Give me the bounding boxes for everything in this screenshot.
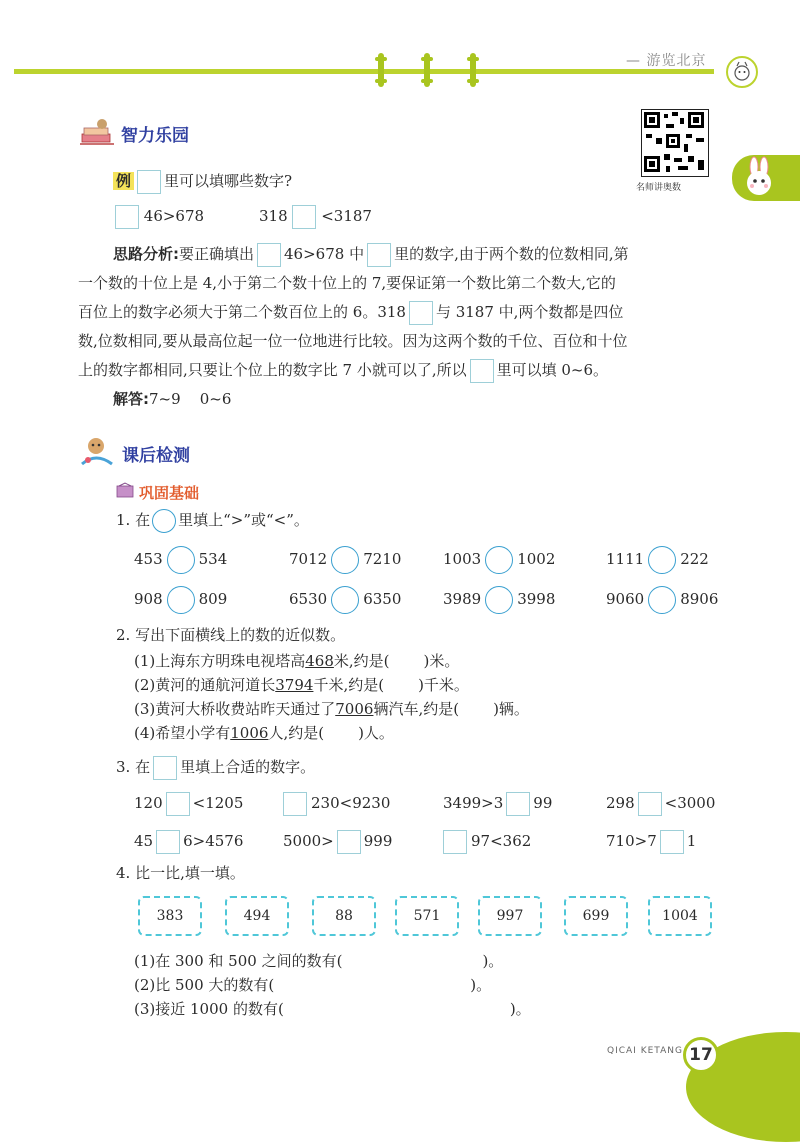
compare-circle[interactable] [331, 546, 359, 574]
digit-box[interactable] [443, 830, 467, 854]
q2-number: 1006 [230, 724, 269, 742]
q2-text: (4)希望小学有 [134, 724, 231, 742]
num-left: 7012 [289, 550, 328, 568]
answer-box[interactable] [292, 205, 316, 229]
q1-item [289, 586, 401, 614]
num-left: 6530 [289, 590, 328, 608]
q3-title-text: 3. 在 [116, 758, 151, 776]
q2-item [134, 698, 529, 719]
analysis-text: 一个数的十位上是 4,小于第二个数十位上的 7,要保证第一个数比第二个数大,它的 [78, 274, 616, 292]
q4-sub-2 [134, 974, 491, 995]
q4-text: (2)比 500 大的数有( [134, 976, 275, 994]
q2-text: 米,约是( [333, 652, 390, 670]
compare-circle[interactable] [331, 586, 359, 614]
qr-label: 名师讲奥数 [636, 183, 682, 193]
analysis-text: 里的数字,由于两个数的位数相同,第 [394, 245, 629, 263]
q2-text: (1)上海东方明珠电视塔高 [134, 652, 306, 670]
analysis-text: 要正确填出 [179, 245, 255, 263]
q4-text: )。 [470, 976, 492, 994]
answer-text: 7~9 0~6 [149, 390, 232, 408]
binder-clip [424, 53, 430, 87]
num-right: 534 [198, 550, 228, 568]
digit-box[interactable] [660, 830, 684, 854]
compare-circle[interactable] [648, 546, 676, 574]
book-icon [115, 482, 135, 504]
q2-text: )辆。 [493, 700, 529, 718]
q2-item [134, 650, 459, 671]
books-icon [78, 116, 116, 152]
compare-circle[interactable] [167, 586, 195, 614]
header-line [14, 69, 714, 74]
sub-title-gonggu: 巩固基础 [139, 484, 200, 502]
q2-item [134, 674, 469, 695]
digit-box[interactable] [638, 792, 662, 816]
q1-item [134, 586, 227, 614]
q3-title-text: 里填上合适的数字。 [180, 758, 316, 776]
q3-text: <3000 [664, 794, 716, 812]
num-left: 1003 [443, 550, 482, 568]
q1-title-text: 1. 在 [116, 511, 151, 529]
number-card: 383 [138, 896, 202, 936]
number-card: 571 [395, 896, 459, 936]
q3-text: 999 [363, 832, 393, 850]
q1-item [443, 546, 555, 574]
digit-box[interactable] [156, 830, 180, 854]
q3-item [606, 830, 696, 854]
q1-title [116, 509, 309, 533]
analysis-text: 数,位数相同,要从最高位起一位一位地进行比较。因为这两个数的千位、百位和十位 [78, 332, 628, 350]
compare-circle[interactable] [485, 586, 513, 614]
num-left: 908 [134, 590, 163, 608]
q2-text: )千米。 [418, 676, 469, 694]
number-card: 997 [478, 896, 542, 936]
q1-item [443, 586, 555, 614]
q1-title-text: 里填上“>”或“<”。 [178, 511, 309, 529]
character-icon [78, 434, 116, 472]
answer-box[interactable] [137, 170, 161, 194]
q3-item [606, 792, 715, 816]
q3-item [283, 792, 390, 816]
q3-text: 298 [606, 794, 635, 812]
answer-box[interactable] [115, 205, 139, 229]
q3-text: 3499>3 [443, 794, 504, 812]
num-right: 8906 [680, 590, 719, 608]
compare-circle[interactable] [648, 586, 676, 614]
q3-text: 97<362 [471, 832, 532, 850]
example-label: 例 [113, 172, 134, 190]
example-question-2 [259, 205, 372, 229]
q1-item [289, 546, 401, 574]
num-right: 3998 [517, 590, 556, 608]
num-right: 6350 [363, 590, 402, 608]
q4-sub-3 [134, 998, 531, 1019]
analysis-paragraph [78, 240, 718, 414]
q4-text: )。 [509, 1000, 531, 1018]
number-card: 1004 [648, 896, 712, 936]
analysis-label: 思路分析: [113, 245, 179, 263]
q2-text: )人。 [358, 724, 394, 742]
q3-item [443, 830, 531, 854]
page-number: 17 [683, 1037, 719, 1073]
q3-item [283, 830, 392, 854]
q2-title: 2. 写出下面横线上的数的近似数。 [116, 626, 346, 644]
q2-text: )米。 [423, 652, 460, 670]
answer-box [409, 301, 433, 325]
answer-box [257, 243, 281, 267]
num-right: 809 [198, 590, 228, 608]
mascot-icon [726, 56, 758, 88]
q1-item [606, 546, 709, 574]
binder-clip [378, 53, 384, 87]
q2-number: 7006 [335, 700, 374, 718]
q4-text: )。 [482, 952, 504, 970]
q4-text: (1)在 300 和 500 之间的数有( [134, 952, 343, 970]
number-card: 699 [564, 896, 628, 936]
question-text: 46>678 [143, 207, 205, 225]
digit-box[interactable] [337, 830, 361, 854]
answer-label: 解答: [113, 390, 149, 408]
example-question-1 [115, 205, 204, 229]
num-right: 222 [680, 550, 709, 568]
num-left: 1111 [606, 550, 645, 568]
q2-text: 人,约是( [268, 724, 325, 742]
analysis-text: 里可以填 0~6。 [496, 361, 609, 379]
analysis-text: 百位上的数字必须大于第二个数百位上的 6。318 [78, 303, 406, 321]
binder-clip [470, 53, 476, 87]
q3-item [443, 792, 552, 816]
number-card: 494 [225, 896, 289, 936]
answer-box [153, 756, 177, 780]
num-left: 3989 [443, 590, 482, 608]
question-text: <3187 [321, 207, 372, 225]
q3-text: 6>4576 [183, 832, 244, 850]
q3-title [116, 756, 315, 780]
analysis-text: 与 3187 中,两个数都是四位 [435, 303, 624, 321]
digit-box[interactable] [506, 792, 530, 816]
num-right: 1002 [517, 550, 556, 568]
answer-box [470, 359, 494, 383]
q2-text: (3)黄河大桥收费站昨天通过了 [134, 700, 336, 718]
q3-item [134, 792, 243, 816]
q2-item [134, 722, 394, 743]
q2-text: 辆汽车,约是( [373, 700, 460, 718]
q3-text: 710>7 [606, 832, 657, 850]
q1-item [606, 586, 718, 614]
question-text: 318 [259, 207, 288, 225]
analysis-text: 46>678 中 [284, 245, 365, 263]
qr-code[interactable] [641, 109, 709, 177]
num-left: 453 [134, 550, 163, 568]
q2-text: (2)黄河的通航河道长 [134, 676, 276, 694]
q3-text: 230<9230 [311, 794, 391, 812]
section-title-kehou: 课后检测 [122, 446, 190, 466]
compare-circle[interactable] [167, 546, 195, 574]
q1-item [134, 546, 227, 574]
num-left: 9060 [606, 590, 645, 608]
chapter-label: — 游览北京 [626, 53, 707, 69]
q2-number: 468 [305, 652, 334, 670]
digit-box[interactable] [283, 792, 307, 816]
digit-box[interactable] [166, 792, 190, 816]
number-card: 88 [312, 896, 376, 936]
q3-text: 120 [134, 794, 163, 812]
answer-box [367, 243, 391, 267]
num-right: 7210 [363, 550, 402, 568]
analysis-text: 上的数字都相同,只要让个位上的数字比 7 小就可以了,所以 [78, 361, 467, 379]
section-title-zhili: 智力乐园 [121, 126, 189, 146]
q2-text: 千米,约是( [313, 676, 385, 694]
circle-blank [152, 509, 176, 533]
example-prompt [113, 170, 292, 194]
q3-item [134, 830, 243, 854]
example-prompt-text: 里可以填哪些数字? [164, 172, 293, 190]
rabbit-tab [732, 155, 800, 201]
q2-number: 3794 [275, 676, 314, 694]
footer-text: QICAI KETANG [607, 1046, 683, 1056]
q4-title: 4. 比一比,填一填。 [116, 864, 245, 882]
q3-text: 99 [533, 794, 553, 812]
q4-sub-1 [134, 950, 503, 971]
q3-text: <1205 [192, 794, 244, 812]
q3-text: 1 [686, 832, 697, 850]
q3-text: 45 [134, 832, 154, 850]
q3-text: 5000> [283, 832, 334, 850]
q4-text: (3)接近 1000 的数有( [134, 1000, 284, 1018]
compare-circle[interactable] [485, 546, 513, 574]
